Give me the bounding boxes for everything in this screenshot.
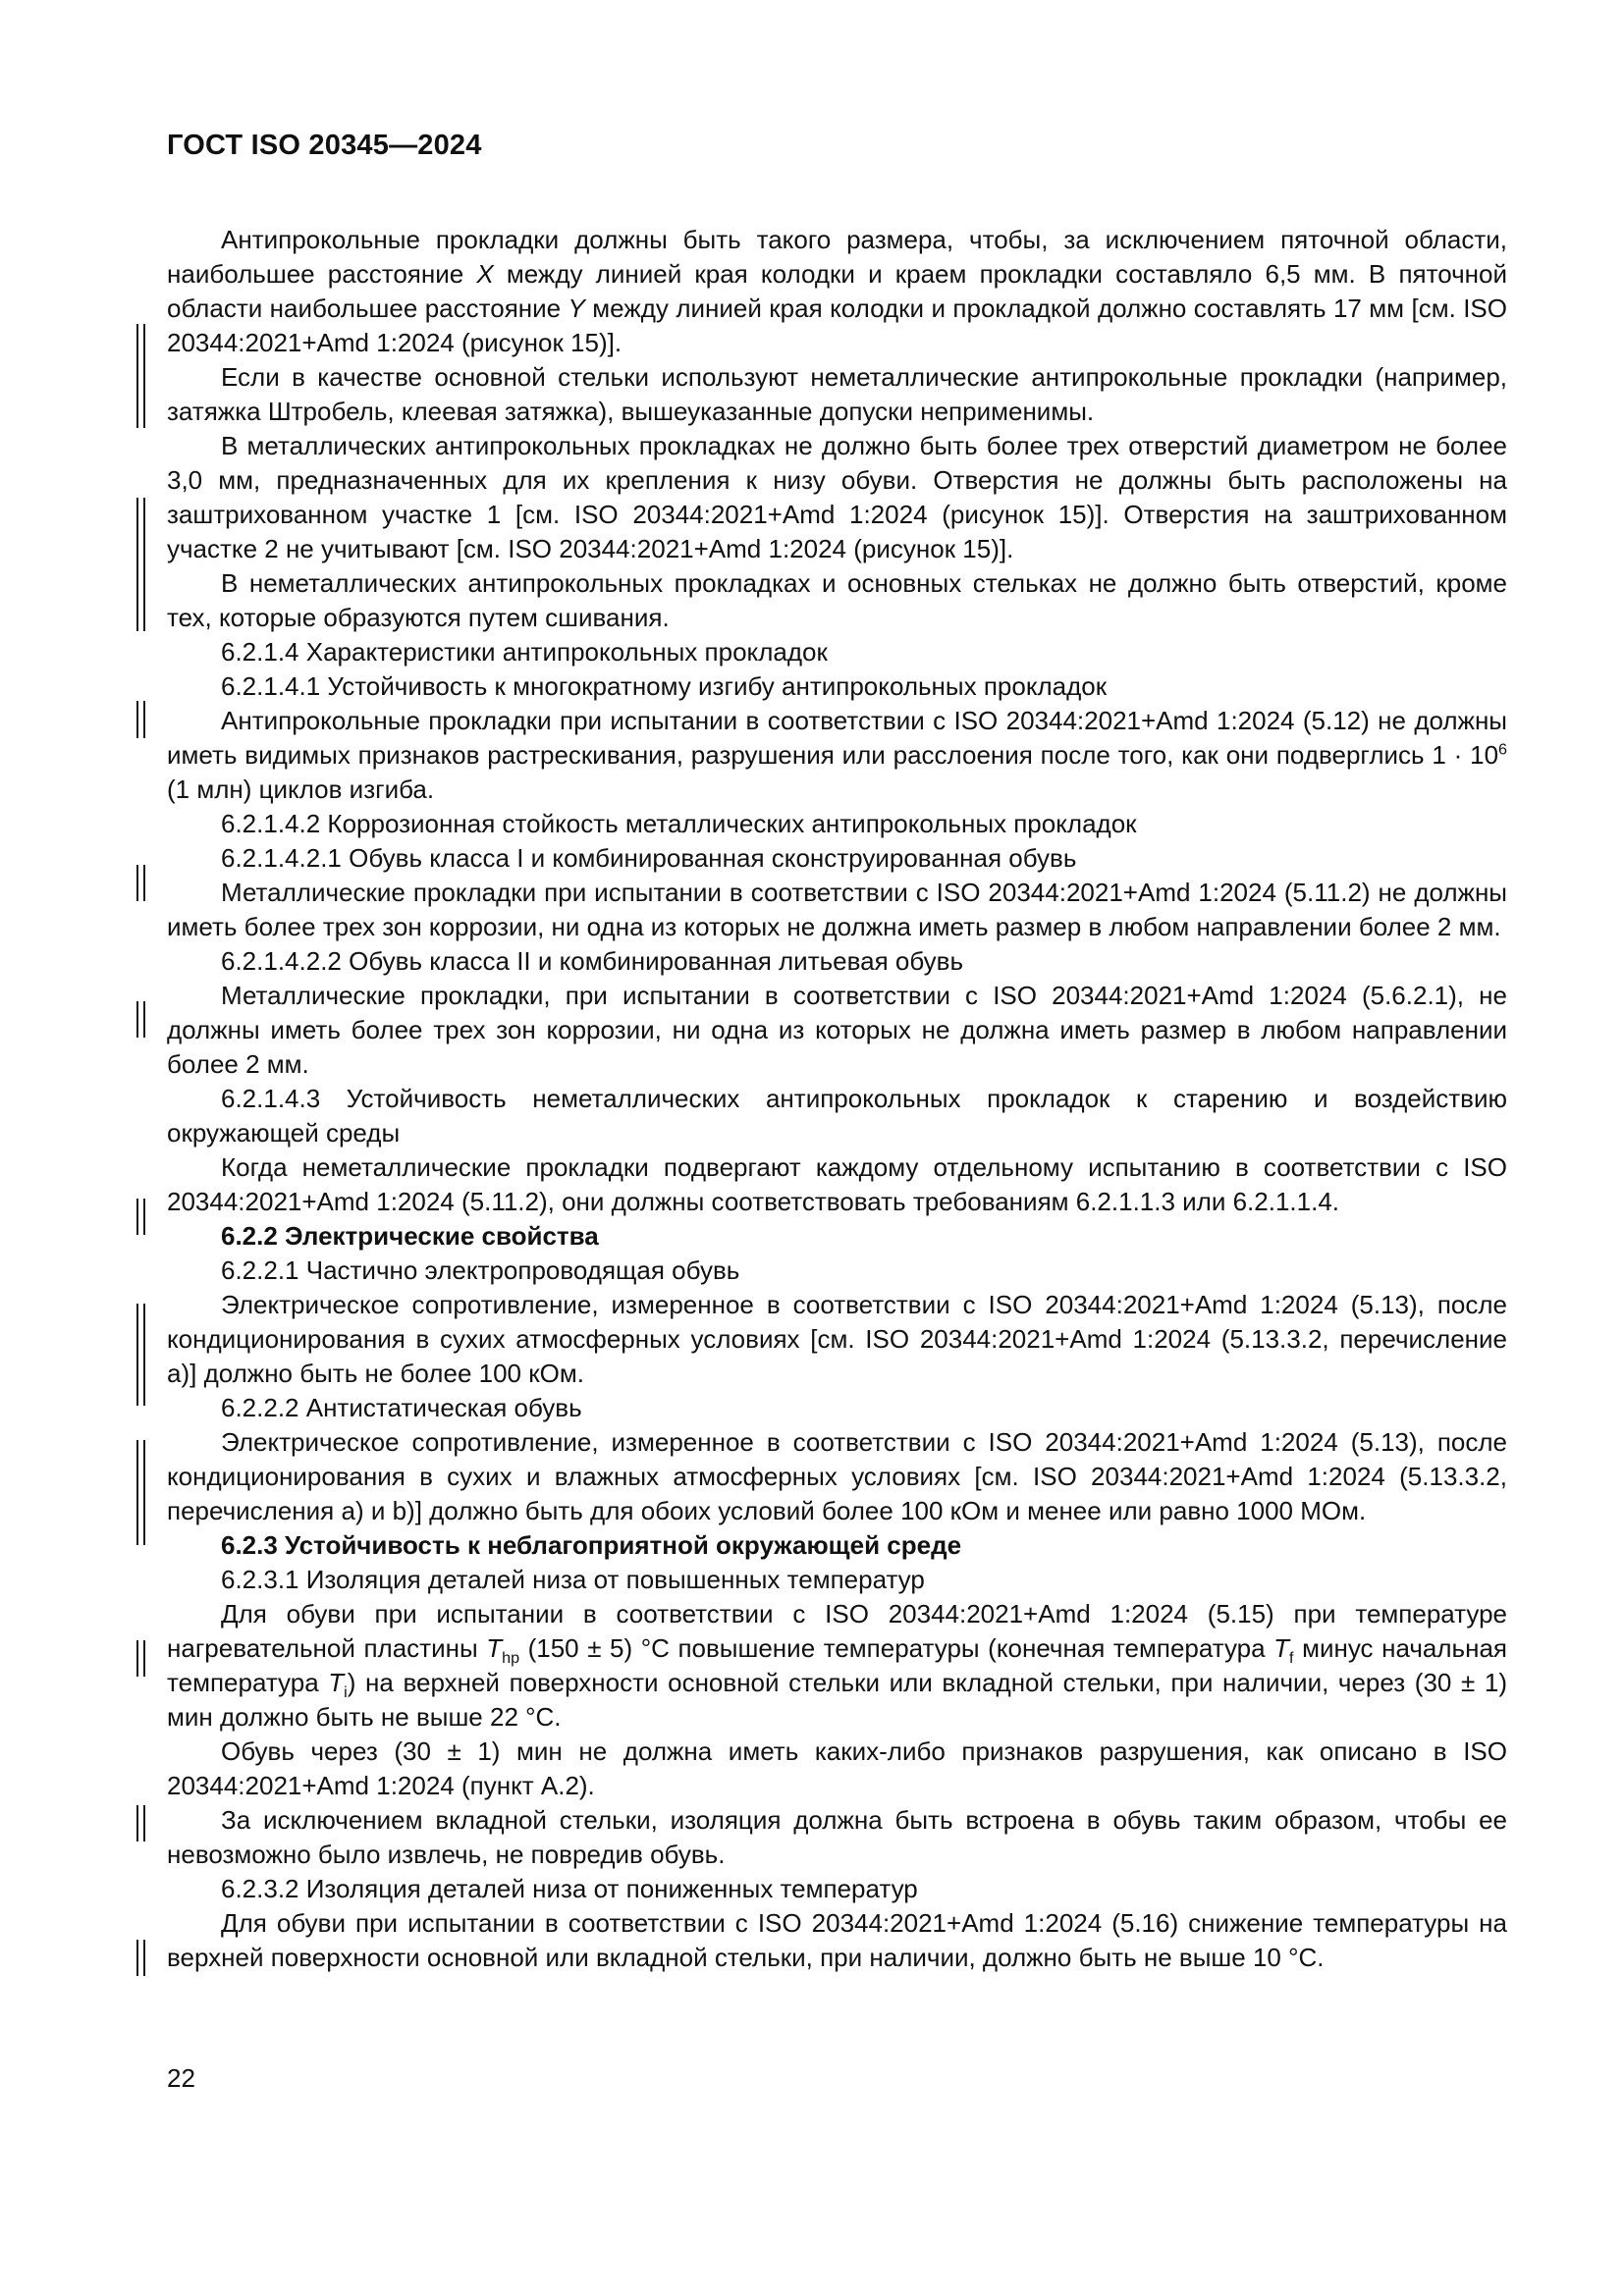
heading-6-2-1-4-2: 6.2.1.4.2 Коррозионная стойкость металлических антипрокольных прокладок: [221, 809, 1137, 838]
variable-t-hp: T: [486, 1633, 503, 1663]
text-segment: (150 ± 5) °С повышение температуры (конечная температура: [519, 1633, 1274, 1663]
heading-6-2-2-2: 6.2.2.2 Антистатическая обувь: [221, 1393, 582, 1422]
change-bar: [136, 865, 145, 901]
heading-6-2-1-4-2-2: 6.2.1.4.2.2 Обувь класса II и комбинированная литьевая обувь: [221, 946, 964, 976]
heading-6-2-1-4-3: 6.2.1.4.3 Устойчивость неметаллических антипрокольных прокладок к старению и воздействию окружающей среды: [167, 1084, 1507, 1148]
heading-6-2-3-1: 6.2.3.1 Изоляция деталей низа от повышенных температур: [221, 1565, 925, 1594]
heading-6-2-3-2: 6.2.3.2 Изоляция деталей низа от пониженных температур: [221, 1874, 918, 1903]
change-bar: [136, 1440, 145, 1545]
paragraph-heat-insulation: [167, 1597, 1507, 1735]
paragraph-conductive-resistance: Электрическое сопротивление, измеренное в соответствии с ISO 20344:2021+Amd 1:2024 (5.13), после кондиционирования в сухих атмосферных условиях [см. ISO 20344:2021+Amd 1:2024 (5.13.3.2, перечисление а)] должно быть не более 100 кОм.: [167, 1290, 1507, 1388]
page-number: 22: [167, 2063, 195, 2093]
document-body: [167, 223, 1507, 1975]
paragraph-nonmetal-insole-tolerances: Если в качестве основной стельки используют неметаллические антипрокольные прокладки (например, затяжка Штробель, клеевая затяжка), вышеуказанные допуски неприменимы.: [167, 362, 1507, 426]
heading-6-2-2: 6.2.2 Электрические свойства: [221, 1221, 599, 1251]
paragraph-insulation-builtin: За исключением вкладной стельки, изоляция должна быть встроена в обувь таким образом, чтобы ее невозможно было извлечь, не повредив обувь.: [167, 1805, 1507, 1869]
paragraph-metal-insert-holes: В металлических антипрокольных прокладках не должно быть более трех отверстий диаметром не более 3,0 мм, предназначенных для их крепления к низу обуви. Отверстия не должны быть расположены на заштрихованном участке 1 [см. ISO 20344:2021+Amd 1:2024 (рисунок 15)]. Отверстия на заштрихованном участке 2 не учитывают [см. ISO 20344:2021+Amd 1:2024 (рисунок 15)].: [167, 431, 1507, 563]
heading-6-2-1-4-2-1: 6.2.1.4.2.1 Обувь класса I и комбинированная сконструированная обувь: [221, 843, 1077, 873]
text-segment: Антипрокольные прокладки должны быть такого размера, чтобы, за исключением пяточной области, наибольшее расстояние: [167, 225, 1507, 289]
text-segment: (1 млн) циклов изгиба.: [167, 774, 435, 804]
text-segment: между линией края колодки и краем прокладки составляло 6,5 мм. В пяточной области наибольшее расстояние: [167, 259, 1507, 323]
paragraph-flex-resistance: [167, 704, 1507, 807]
change-bar: [136, 324, 145, 428]
paragraph-heat-no-damage: Обувь через (30 ± 1) мин не должна иметь каких-либо признаков разрушения, как описано в ISO 20344:2021+Amd 1:2024 (пункт А.2).: [167, 1736, 1507, 1800]
change-bar: [136, 498, 145, 631]
document-header: ГОСТ ISO 20345—2024: [167, 130, 482, 161]
subscript-f: f: [1289, 1649, 1294, 1668]
text-segment: между линией края колодки и прокладкой должно составлять 17 мм [см. ISO 20344:2021+Amd 1:2024 (рисунок 15)].: [167, 294, 1507, 357]
text-segment: ) на верхней поверхности основной стельки или вкладной стельки, при наличии, через (30 ± 1) мин должно быть не выше 22 °С.: [167, 1668, 1507, 1732]
change-bar: [136, 1199, 145, 1235]
change-bar: [136, 701, 145, 738]
variable-t-i: T: [328, 1668, 345, 1697]
paragraph-antistatic-resistance: Электрическое сопротивление, измеренное в соответствии с ISO 20344:2021+Amd 1:2024 (5.13), после кондиционирования в сухих и влажных атмосферных условиях [см. ISO 20344:2021+Amd 1:2024 (5.13.3.2, перечисления а) и b)] должно быть для обоих условий более 100 кОм и менее или равно 1000 МОм.: [167, 1427, 1507, 1525]
subscript-hp: hp: [502, 1649, 520, 1668]
paragraph-nonmetal-insert-holes: В неметаллических антипрокольных прокладках и основных стельках не должно быть отверстий, кроме тех, которые образуются путем сшивания.: [167, 568, 1507, 632]
paragraph-nonmetal-ageing: Когда неметаллические прокладки подвергают каждому отдельному испытанию в соответствии с ISO 20344:2021+Amd 1:2024 (5.11.2), они должны соответствовать требованиям 6.2.1.1.3 или 6.2.1.1.4.: [167, 1152, 1507, 1216]
text-segment: минус начальная температура: [167, 1633, 1507, 1697]
change-bar: [136, 1001, 145, 1038]
superscript-exponent: 6: [1498, 740, 1507, 759]
variable-t-f: T: [1273, 1633, 1290, 1663]
paragraph-corrosion-class2: Металлические прокладки, при испытании в соответствии с ISO 20344:2021+Amd 1:2024 (5.6.2.1), не должны иметь более трех зон коррозии, ни одна из которых не должна иметь размер в любом направлении более 2 мм.: [167, 981, 1507, 1079]
variable-x: X: [476, 259, 494, 289]
heading-6-2-3: 6.2.3 Устойчивость к неблагоприятной окружающей среде: [221, 1530, 962, 1560]
paragraph-corrosion-class1: Металлические прокладки при испытании в соответствии с ISO 20344:2021+Amd 1:2024 (5.11.2) не должны иметь более трех зон коррозии, ни одна из которых не должна иметь размер в любом направлении более 2 мм.: [167, 878, 1507, 941]
change-bar: [136, 1805, 145, 1842]
subscript-i: i: [344, 1683, 348, 1702]
change-bar: [136, 1640, 145, 1677]
change-bar: [136, 1304, 145, 1406]
heading-6-2-1-4-1: 6.2.1.4.1 Устойчивость к многократному изгибу антипрокольных прокладок: [221, 671, 1108, 701]
heading-6-2-2-1: 6.2.2.1 Частично электропроводящая обувь: [221, 1255, 740, 1285]
paragraph-cold-insulation: Для обуви при испытании в соответствии с ISO 20344:2021+Amd 1:2024 (5.16) снижение температуры на верхней поверхности основной или вкладной стельки, при наличии, должно быть не выше 10 °С.: [167, 1908, 1507, 1972]
heading-6-2-1-4: 6.2.1.4 Характеристики антипрокольных прокладок: [221, 637, 828, 667]
variable-y: Y: [568, 294, 585, 323]
text-segment: Антипрокольные прокладки при испытании в соответствии с ISO 20344:2021+Amd 1:2024 (5.12) не должны иметь видимых признаков растрескивания, разрушения или расслоения после того, как они подверглись 1 · 10: [167, 706, 1507, 770]
change-bar: [136, 1940, 145, 1976]
text-segment: Для обуви при испытании в соответствии с ISO 20344:2021+Amd 1:2024 (5.15) при температуре нагревательной пластины: [167, 1599, 1507, 1663]
paragraph-antipuncture-insert-size: [167, 223, 1507, 360]
